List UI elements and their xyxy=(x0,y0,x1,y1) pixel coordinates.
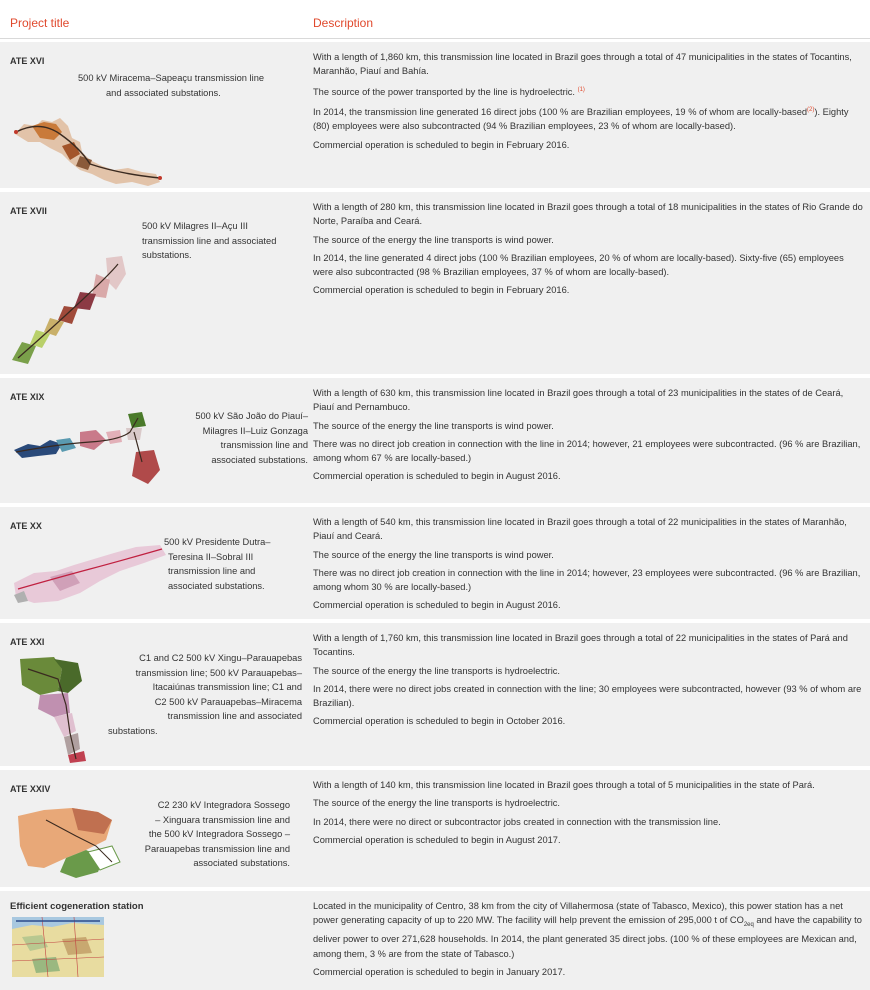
project-title: ATE XVI xyxy=(10,56,45,66)
project-description: With a length of 540 km, this transmission line located in Brazil goes through a total of 22 municipalities in the states of Maranhão, Piauí and Ceará. The source of the energy the line transports is wind power. There was no direct job creation in connection with the line in 2014; however, 23 employees were subcontracted. (96 % are Brazilian, among whom 30 % are locally-based.) Commercial operation is scheduled to begin in August 2016. xyxy=(313,517,861,611)
project-caption: C2 230 kV Integradora Sossego – Xinguara transmission line and the 500 kV Integradora Sossego – Parauapebas transmission line and associated substations. xyxy=(144,800,290,868)
table-header xyxy=(0,0,870,39)
project-title: ATE XX xyxy=(10,521,42,531)
transmission-line-map-icon xyxy=(10,410,170,490)
table-row xyxy=(0,378,870,503)
project-caption: 500 kV São João do Piauí– Milagres II–Luiz Gonzaga transmission line and associated substations. xyxy=(195,411,308,465)
table-row xyxy=(0,623,870,766)
transmission-line-map-icon xyxy=(10,250,135,370)
transmission-line-map-icon xyxy=(18,655,96,763)
project-title: ATE XIX xyxy=(10,392,45,402)
project-description: Located in the municipality of Centro, 38 km from the city of Villahermosa (state of Tabasco, Mexico), this power station has a net power generating capacity of up to 220 MW. The facility will help prevent the emission of 295,000 t of $CO_{2eq}$ and have the capability to deliver power to over 271,628 households. In 2014, the plant generated 35 direct jobs. (100 % of these employees are Mexican and, among them, 3 % are from the state of Tabasco.) Commercial operation is scheduled to begin in January 2017. xyxy=(313,901,862,978)
satellite-map-icon xyxy=(12,917,104,977)
footnote-marker: (1) xyxy=(577,86,585,93)
column-header-project-title: Project title xyxy=(10,16,70,30)
transmission-line-map-icon xyxy=(10,543,170,609)
table-row xyxy=(0,891,870,990)
column-header-description: Description xyxy=(313,16,374,30)
transmission-line-map-icon xyxy=(16,806,122,880)
project-description: With a length of 1,860 km, this transmission line located in Brazil goes through a total of 47 municipalities in the states of Tocantins, Maranhão, Piauí and Bahía. The source of the power transported by the line is hydroelectric. $^{(1)}$ In 2014, the transmission line generated 16 direct jobs (100 % are Brazilian employees, 19 % of whom are locally-based$^{(2)}$). Eighty (80) employees were also subcontracted (94 % Brazilian employees, 23 % of whom are locally-based). Commercial operation is scheduled to begin in February 2016. xyxy=(313,52,852,150)
project-title: ATE XXIV xyxy=(10,784,51,794)
transmission-line-map-icon xyxy=(10,112,165,192)
table-row xyxy=(0,507,870,619)
footnote-marker: (2) xyxy=(807,106,815,113)
project-caption: 500 kV Milagres II–Açu III transmission line and associated substations. xyxy=(142,221,277,260)
project-title: Efficient cogeneration station xyxy=(10,901,144,912)
table-row xyxy=(0,42,870,188)
project-title: ATE XVII xyxy=(10,206,47,216)
project-caption: C1 and C2 500 kV Xingu–Parauapebas transmission line; 500 kV Parauapebas– Itacaiúnas transmission line; C1 and C2 500 kV Parauapebas–Miracema transmission line and associated substations. xyxy=(108,653,302,736)
project-caption: 500 kV Miracema–Sapeaçu transmission line and associated substations. xyxy=(78,73,265,98)
table-row xyxy=(0,770,870,887)
project-description: With a length of 280 km, this transmission line located in Brazil goes through a total of 18 municipalities in the states of Rio Grande do Norte, Paraíba and Ceará. The source of the energy the line transports is wind power. In 2014, the line generated 4 direct jobs (100 % Brazilian employees, 20 % of whom are locally-based). Sixty-five (65) employees were also subcontracted (98 % Brazilian employees, 37 % of whom are locally-based). Commercial operation is scheduled to begin in February 2016. xyxy=(313,202,863,296)
project-description: With a length of 630 km, this transmission line located in Brazil goes through a total of 23 municipalities in the states of de Ceará, Piauí and Pernambuco. The source of the energy the line transports is wind power. There was no direct job creation in connection with the line in 2014; however, 21 employees were subcontracted. (96 % are Brazilian, among whom 67 % are locally-based.) Commercial operation is scheduled to begin in August 2016. xyxy=(313,388,861,482)
project-title: ATE XXI xyxy=(10,637,45,647)
project-description: With a length of 140 km, this transmission line located in Brazil goes through a total of 5 municipalities in the state of Pará. The source of the energy the line transports is hydroelectric. In 2014, there were no direct or subcontractor jobs created in connection with the transmission line. Commercial operation is scheduled to begin in August 2017. xyxy=(313,780,815,845)
project-caption: 500 kV Presidente Dutra– Teresina II–Sobral III transmission line and associated substations. xyxy=(164,537,271,591)
project-description: With a length of 1,760 km, this transmission line located in Brazil goes through a total of 22 municipalities in the states of Pará and Tocantins. The source of the energy the line transports is hydroelectric. In 2014, there were no direct jobs created in connection with the line; 30 employees were subcontracted, however (93 % of whom are Brazilian). Commercial operation is scheduled to begin in October 2016. xyxy=(313,633,862,727)
table-row xyxy=(0,192,870,374)
